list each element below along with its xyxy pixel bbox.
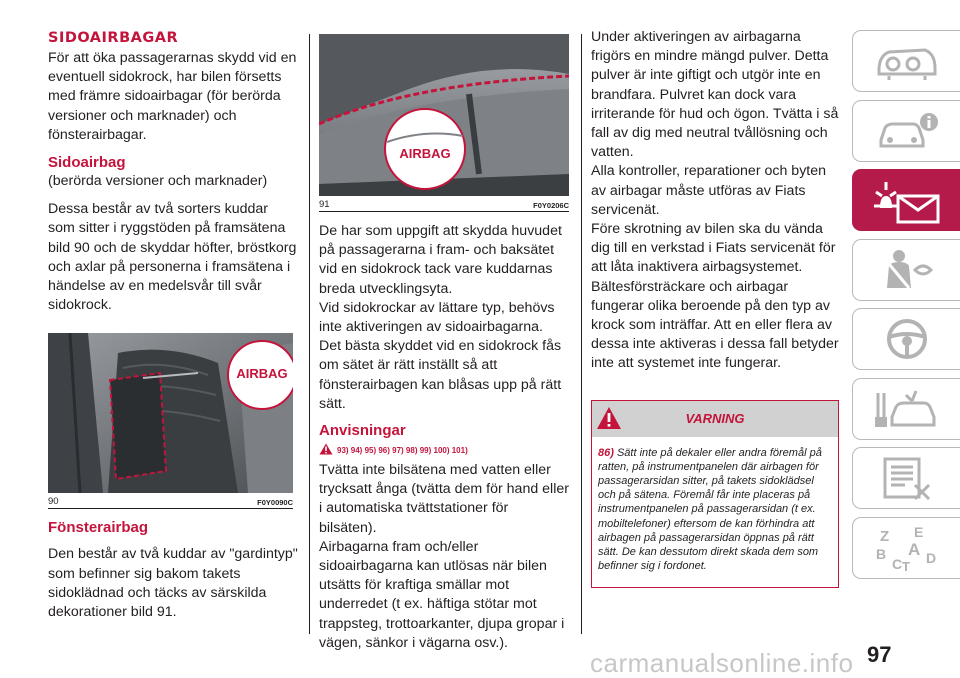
best-protection-paragraph: Det bästa skyddet vid en sidokrock fås om sätet är rätt inställt så att fönsterairbagen kan blåsas upp på rätt sätt.	[319, 338, 562, 412]
head-protection-paragraph: De har som uppgift att skydda huvudet på passagerarna i fram- och baksätet vid en sidokrock tack vare kuddarnas breda utvecklingsyta.	[319, 223, 562, 297]
steering-wheel-icon	[875, 317, 939, 361]
tab-car-info[interactable]	[852, 100, 960, 162]
side-airbag-note: (berörda versioner och marknader)	[48, 173, 268, 190]
alphabetical-index-icon	[872, 523, 942, 573]
column-3	[591, 28, 841, 588]
svg-text:T: T	[901, 558, 910, 573]
seat-side-airbag-illustration	[48, 333, 293, 493]
car-tools-icon	[872, 387, 942, 431]
column-2	[319, 34, 569, 653]
svg-text:B: B	[875, 545, 886, 562]
figure-90-caption	[48, 493, 293, 509]
seatbelt-passenger-icon	[875, 248, 939, 292]
section-title: SIDOAIRBAGAR	[48, 30, 179, 46]
pretensioner-paragraph: Bältesförsträckare och airbagar fungerar olika beroende på den typ av krock som inträffar. Att en eller flera av dessa inte aktiveras i dessa fall betyder inte att systemet inte fungerar.	[591, 278, 839, 372]
warning-box	[591, 400, 839, 589]
subheading-window-airbag: Fönsterairbag	[48, 519, 149, 537]
tab-warning-lights[interactable]	[852, 169, 960, 231]
figure-90-number: 90	[48, 496, 59, 508]
svg-text:A: A	[907, 539, 920, 559]
warning-light-envelope-icon	[872, 176, 942, 224]
svg-text:E: E	[913, 523, 923, 540]
warning-triangle-icon	[319, 443, 333, 455]
tab-index[interactable]	[852, 517, 960, 579]
tab-dashboard[interactable]	[852, 30, 960, 92]
warning-text: Sätt inte på dekaler eller andra föremål på ratten, på instrumentpanelen där airbagen för passagerarsidan sitter, på takets sidoklädsel och på sätena. Föremål får inte placeras på instrumentpanelen på passagerarsidan (t ex. mobiltelefoner) eftersom de kan förhindra att airbagen på passagerarsidan öppnas på rätt sätt. De kan dessutom direkt skada dem som befinner sig i fordonet.	[598, 446, 822, 573]
warning-body	[592, 437, 838, 588]
maintenance-list-icon	[875, 455, 939, 501]
watermark: carmanualsonline.info	[590, 648, 854, 678]
figure-91-caption	[319, 196, 569, 212]
svg-text:Z: Z	[879, 527, 889, 545]
chapter-sidebar	[852, 30, 960, 586]
figure-90-code: F0Y0090C	[257, 498, 293, 508]
seat-washing-paragraph: Tvätta inte bilsätena med vatten eller trycksatt ånga (tvätta dem för hand eller i automatiska tvättstationer för bilsäten).	[319, 462, 569, 536]
underbody-impact-paragraph: Airbagarna fram och/eller sidoairbagarna kan utlösas när bilen utsätts för kraftiga smällar mot underredet (t ex. häftiga stötar mot trappsteg, trottoarkanter, djupa gropar i vägen, sänkor i vägarna osv.).	[319, 538, 565, 651]
warning-triangle-icon	[596, 406, 622, 430]
notes-reference-numbers: 93) 94) 95) 96) 97) 98) 99) 100) 101)	[337, 446, 468, 456]
figure-91-airbag-label: AIRBAG	[399, 146, 451, 161]
tab-maintenance[interactable]	[852, 447, 960, 509]
tab-emergency[interactable]	[852, 378, 960, 440]
window-airbag-paragraph: Den består av två kuddar av "gardintyp" som befinner sig bakom takets sidoklädnad och täcks av särskilda dekorationer bild 91.	[48, 546, 298, 621]
powder-paragraph: Under aktiveringen av airbagarna frigörs en mindre mängd pulver. Detta pulver är inte giftigt och utgör inte en brandfara. Pulvret kan dock vara irriterande för hud och ögon. Tvätta i så fall av dig med neutral tvållösning och vatten.	[591, 29, 839, 161]
notes-references	[319, 443, 569, 455]
subheading-side-airbag: Sidoairbag	[48, 154, 126, 172]
figure-91-curtain-airbag	[319, 34, 569, 196]
figure-90-seat-airbag	[48, 333, 293, 493]
warning-header	[592, 401, 838, 437]
tab-safety[interactable]	[852, 239, 960, 301]
notes-title: Anvisningar	[319, 422, 406, 440]
warning-number: 86)	[598, 446, 614, 459]
car-info-icon	[875, 110, 939, 152]
svg-text:C: C	[891, 555, 902, 572]
side-airbag-paragraph: Dessa består av två sorters kuddar som sitter i ryggstöden på framsätena bild 90 och de skyddar höfter, bröstkorg och axlar på personerna i framsätena i händelse av en medelsvår till svår sidokrock.	[48, 201, 297, 314]
column-rule-2	[581, 34, 582, 634]
car-dashboard-icon	[875, 40, 939, 82]
figure-91-code: F0Y0206C	[533, 201, 569, 210]
scrapping-paragraph: Före skrotning av bilen ska du vända dig till en verkstad i Fiats servicenät för att låta inaktivera airbagsystemet.	[591, 221, 836, 276]
column-rule-1	[309, 34, 310, 634]
tab-starting-driving[interactable]	[852, 308, 960, 370]
intro-paragraph: För att öka passagerarnas skydd vid en eventuell sidokrock, har bilen försetts med främre sidoairbagar (för berörda versioner och marknader) och fönsterairbagar.	[48, 50, 297, 143]
figure-90-airbag-label: AIRBAG	[236, 366, 288, 382]
curtain-airbag-illustration	[319, 34, 569, 196]
column-1	[48, 28, 298, 622]
light-impact-paragraph: Vid sidokrockar av lättare typ, behövs inte aktiveringen av sidoairbagarna.	[319, 299, 555, 336]
warning-title: VARNING	[685, 411, 745, 427]
figure-91-number: 91	[319, 199, 330, 210]
svg-text:D: D	[925, 549, 936, 566]
service-paragraph: Alla kontroller, reparationer och byten av airbagar måste utföras av Fiats servicenät.	[591, 163, 827, 218]
page-number: 97	[867, 642, 892, 667]
